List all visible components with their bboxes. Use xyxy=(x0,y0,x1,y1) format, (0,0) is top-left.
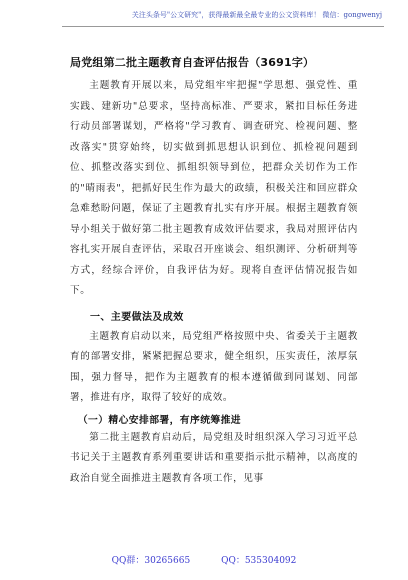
document-title: 局党组第二批主题教育自查评估报告（3691字） xyxy=(70,56,315,69)
document-body xyxy=(70,54,358,489)
intro-paragraph: 主题教育开展以来，局党组牢牢把握"学思想、强党性、重实践、建新功"总要求，坚持高标准、严要求，紧扣目标任务进行动员部署谋划，严格将"学习教育、调查研究、检视问题、整改落实"贯穿始终，切实做到抓思想认识到位、抓检视问题到位、抓整改落实到位、抓组织领导到位，把群众关切作为工作的"晴雨表"，把抓好民生作为最大的政绩，积极关注和回应群众急难愁盼问题，保证了主题教育扎实有序开展。根据主题教育领导小组关于做好第二批主题教育成效评估要求，我局对照评估内容扎实开展自查评估，采取召开座谈会、组织测评、分析研判等方式，经综合评价，自我评估为好。现将自查评估情况报告如下。 xyxy=(70,80,358,296)
subsection-heading: （一）精心安排部署，有序统筹推进 xyxy=(77,414,241,426)
footer-qq-group: QQ群：30265665 xyxy=(111,556,191,566)
header-divider xyxy=(62,26,384,27)
subsection-paragraph: 第二批主题教育启动后，局党组及时组织深入学习习近平总书记关于主题教育系列重要讲话和重要指示批示精神，以高度的政治自觉全面推进主题教育各项工作，见事 xyxy=(70,431,358,484)
footer-contact xyxy=(0,553,408,566)
section-heading: 一、主要做法及成效 xyxy=(90,311,184,323)
footer-qq-number: QQ：535304092 xyxy=(221,556,297,566)
section-paragraph: 主题教育启动以来，局党组严格按照中央、省委关于主题教育的部署安排，紧紧把握总要求，健全组织，压实责任，浓厚氛围，强力督导，把作为主题教育的根本遵循做到同谋划、同部署，推进有序，取得了较好的成效。 xyxy=(70,330,358,403)
header-promo-note: 关注头条号"公文研究"，获得最新最全最专业的公文资料库！ 微信：gongwenyj xyxy=(131,11,382,19)
